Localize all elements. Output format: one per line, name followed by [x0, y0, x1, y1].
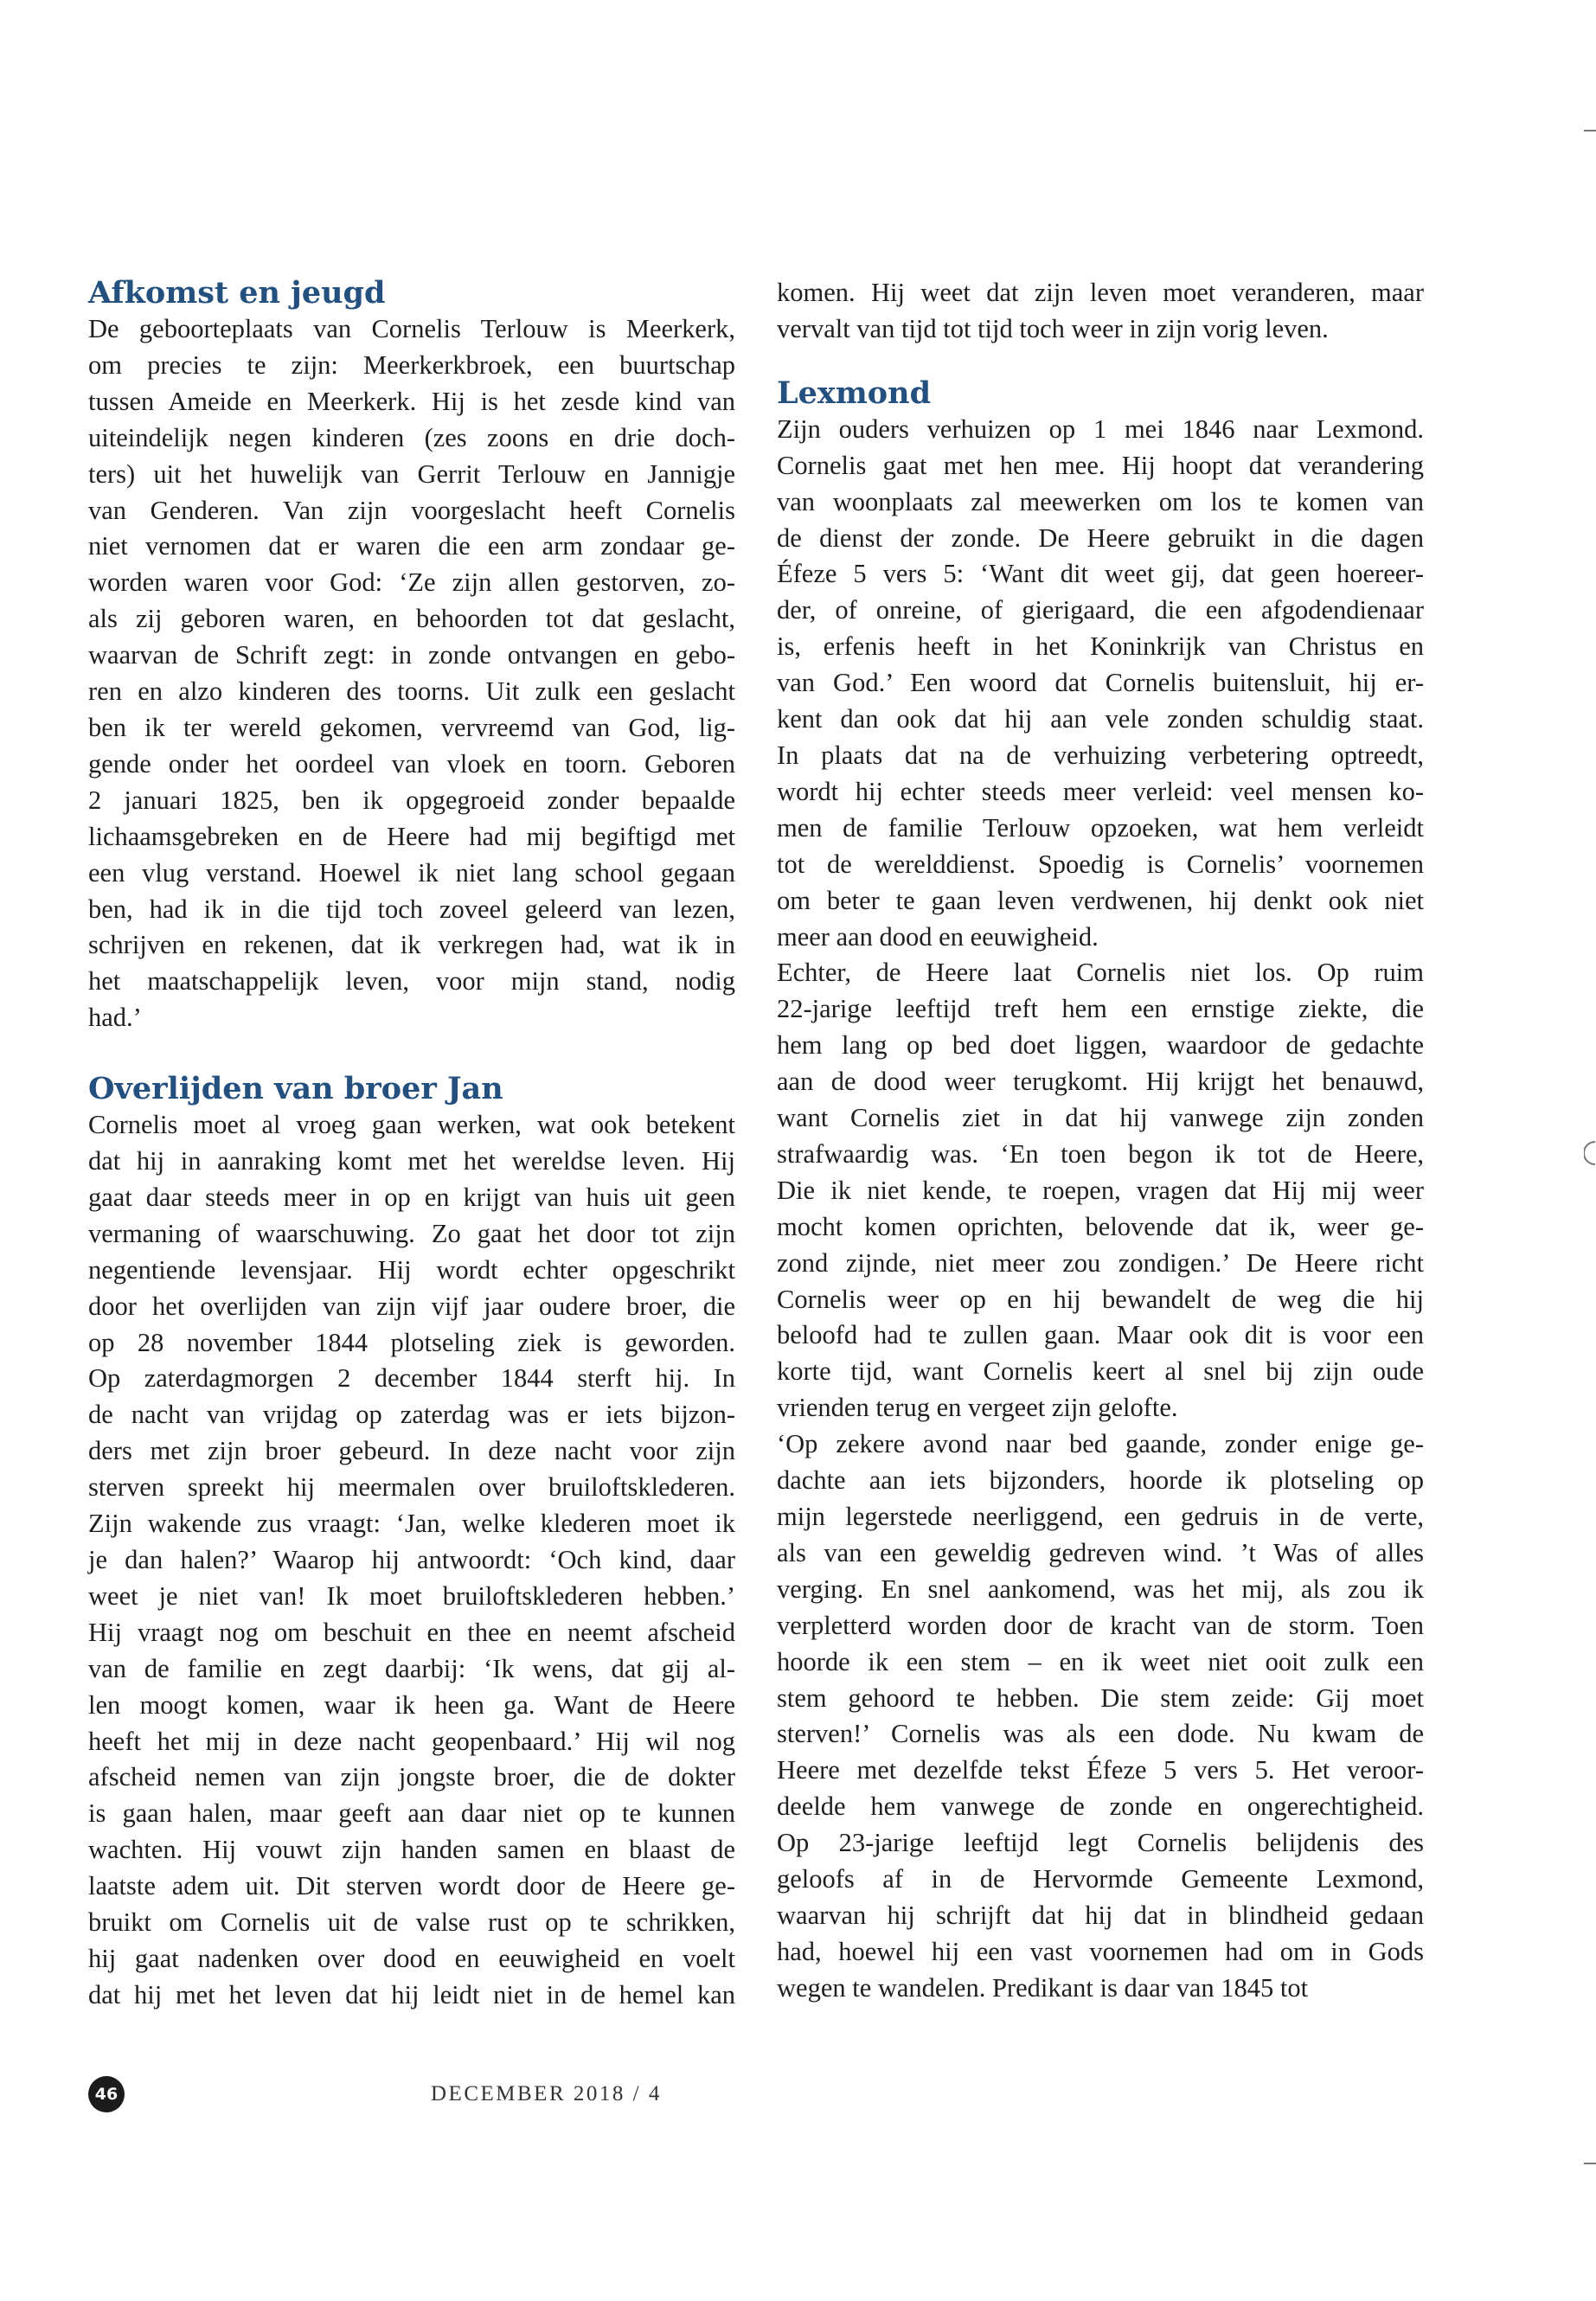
- text-line: als van een geweldig gedreven wind. ’t Was of alles: [777, 1537, 1424, 1567]
- text-line: door het overlijden van zijn vijf jaar oudere broer, die: [88, 1291, 735, 1321]
- text-line: hem lang op bed doet liggen, waardoor de gedachte: [777, 1030, 1424, 1061]
- right-column: [777, 275, 1424, 2007]
- text-line: Zijn wakende zus vraagt: ‘Jan, welke klederen moet ik: [88, 1509, 735, 1539]
- text-line: Cornelis gaat met hen mee. Hij hoopt dat verandering: [777, 450, 1424, 480]
- text-line: schrijven en rekenen, dat ik verkregen had, wat ik in: [88, 930, 735, 960]
- text-line: dat hij met het leven dat hij leidt niet in de hemel kan: [88, 1979, 735, 2009]
- text-line: sterven!’ Cornelis was als een dode. Nu kwam de: [777, 1719, 1424, 1749]
- crop-mark-top: [1584, 130, 1596, 131]
- text-line: der, of onreine, of gierigaard, die een afgodendienaar: [777, 595, 1424, 625]
- text-line: len moogt komen, waar ik heen ga. Want de Heere: [88, 1689, 735, 1720]
- text-line: Hij vraagt nog om beschuit en thee en neemt afscheid: [88, 1617, 735, 1647]
- text-line: om precies te zijn: Meerkerkbroek, een buurtschap: [88, 349, 735, 380]
- text-line: uiteindelijk negen kinderen (zes zoons en drie doch-: [88, 422, 735, 452]
- text-line: Die ik niet kende, te roepen, vragen dat Hij mij weer: [777, 1175, 1424, 1205]
- text-line: mocht komen oprichten, belovende dat ik, weer ge-: [777, 1211, 1424, 1241]
- text-line: had.’: [88, 1003, 142, 1033]
- text-line: Echter, de Heere laat Cornelis niet los. Op ruim: [777, 958, 1424, 988]
- text-line: de dienst der zonde. De Heere gebruikt in die dagen: [777, 522, 1424, 553]
- text-line: meer aan dood en eeuwigheid.: [777, 921, 1099, 952]
- crop-mark-bottom: [1584, 2163, 1596, 2164]
- text-line: deelde hem vanwege de zonde en ongerechtigheid.: [777, 1791, 1424, 1822]
- text-line: beloofd had te zullen gaan. Maar ook dit is voor een: [777, 1320, 1424, 1350]
- text-line: de nacht van vrijdag op zaterdag was er iets bijzon-: [88, 1400, 735, 1430]
- text-line: hij gaat nadenken over dood en eeuwigheid en voelt: [88, 1943, 735, 1973]
- text-line: ters) uit het huwelijk van Gerrit Terlouw en Jannigje: [88, 458, 735, 489]
- text-line: geloofs af in de Hervormde Gemeente Lexmond,: [777, 1864, 1424, 1894]
- registration-mark: [1584, 1140, 1596, 1166]
- text-line: Zijn ouders verhuizen op 1 mei 1846 naar Lexmond.: [777, 413, 1424, 444]
- text-line: niet vernomen dat er waren die een arm zondaar ge-: [88, 531, 735, 561]
- text-line: tot de werelddienst. Spoedig is Cornelis’ voornemen: [777, 849, 1424, 879]
- text-line: van woonplaats zal meewerken om los te komen van: [777, 486, 1424, 516]
- section-body-overlijden: [88, 1107, 735, 2014]
- text-line: waarvan hij schrijft dat hij dat in blindheid gedaan: [777, 1900, 1424, 1930]
- text-line: om beter te gaan leven verdwenen, hij denkt ook niet: [777, 885, 1424, 915]
- text-line: verpletterd worden door de kracht van de storm. Toen: [777, 1610, 1424, 1640]
- text-line: In plaats dat na de verhuizing verbetering optreedt,: [777, 740, 1424, 770]
- text-line: Cornelis weer op en hij bewandelt de weg die hij: [777, 1284, 1424, 1314]
- text-line: want Cornelis ziet in dat hij vanwege zijn zonden: [777, 1103, 1424, 1133]
- issue-footer: DECEMBER 2018 / 4: [431, 2082, 662, 2106]
- text-line: komen. Hij weet dat zijn leven moet veranderen, maar: [777, 278, 1424, 307]
- text-line: verging. En snel aankomend, was het mij, als zou ik: [777, 1574, 1424, 1604]
- text-line: dat hij in aanraking komt met het wereldse leven. Hij: [88, 1146, 735, 1176]
- section-heading-lexmond: Lexmond: [777, 375, 932, 411]
- text-line: negentiende levensjaar. Hij wordt echter opgeschrikt: [88, 1254, 735, 1285]
- text-line: wachten. Hij vouwt zijn handen samen en blaast de: [88, 1835, 735, 1865]
- text-line: ders met zijn broer gebeurd. In deze nacht voor zijn: [88, 1436, 735, 1466]
- text-line: kent dan ook dat hij aan vele zonden schuldig staat.: [777, 704, 1424, 734]
- text-line: 22-jarige leeftijd treft hem een ernstige ziekte, die: [777, 994, 1424, 1024]
- text-line: vervalt van tijd tot tijd toch weer in zijn vorig leven.: [777, 313, 1329, 343]
- text-line: bruikt om Cornelis uit de valse rust op te schrikken,: [88, 1907, 735, 1938]
- text-line: op 28 november 1844 plotseling ziek is geworden.: [88, 1327, 735, 1357]
- left-column: [88, 275, 735, 2014]
- text-line: laatste adem uit. Dit sterven wordt door de Heere ge-: [88, 1871, 735, 1901]
- text-line: lichaamsgebreken en de Heere had mij begiftigd met: [88, 821, 735, 851]
- text-line: zond zijnde, niet meer zou zondigen.’ De Heere richt: [777, 1247, 1424, 1278]
- text-line: als zij geboren waren, en behoorden tot dat geslacht,: [88, 604, 735, 634]
- text-line: vrienden terug en vergeet zijn gelofte.: [777, 1393, 1178, 1423]
- text-line: worden waren voor God: ‘Ze zijn allen gestorven, zo-: [88, 567, 735, 598]
- text-line: is, erfenis heeft in het Koninkrijk van Christus en: [777, 631, 1424, 662]
- text-line: Op zaterdagmorgen 2 december 1844 sterft hij. In: [88, 1363, 735, 1394]
- text-line: is gaan halen, maar geeft aan daar niet op te kunnen: [88, 1798, 735, 1829]
- text-line: je dan halen?’ Waarop hij antwoordt: ‘Och kind, daar: [88, 1545, 735, 1574]
- text-line: afscheid nemen van zijn jongste broer, die de dokter: [88, 1762, 735, 1792]
- section-heading-overlijden: Overlijden van broer Jan: [88, 1071, 503, 1107]
- text-line: het maatschappelijk leven, voor mijn stand, nodig: [88, 966, 735, 997]
- text-line: van God.’ Een woord dat Cornelis buitensluit, hij er-: [777, 668, 1424, 698]
- text-line: sterven spreekt hij meermalen over bruiloftsklederen.: [88, 1472, 735, 1503]
- text-line: een vlug verstand. Hoewel ik niet lang school gegaan: [88, 857, 735, 888]
- text-line: Op 23-jarige leeftijd legt Cornelis belijdenis des: [777, 1828, 1424, 1858]
- text-line: ben ik ter wereld gekomen, vervreemd van God, lig-: [88, 712, 735, 742]
- text-line: van Genderen. Van zijn voorgeslacht heeft Cornelis: [88, 495, 735, 525]
- text-line: ben, had ik in die tijd toch zoveel geleerd van lezen,: [88, 894, 735, 924]
- text-line: hoorde ik een stem – en ik weet niet ooit zulk een: [777, 1646, 1424, 1676]
- text-line: gende onder het oordeel van vloek en toorn. Geboren: [88, 748, 735, 779]
- text-line: 2 januari 1825, ben ik opgegroeid zonder bepaalde: [88, 785, 735, 815]
- text-line: van de familie en zegt daarbij: ‘Ik wens, dat gij al-: [88, 1653, 735, 1683]
- text-line: wegen te wandelen. Predikant is daar van 1845 tot: [777, 1972, 1309, 2003]
- text-line: Éfeze 5 vers 5: ‘Want dit weet gij, dat geen hoereer-: [777, 559, 1424, 589]
- section-heading-afkomst: Afkomst en jeugd: [88, 275, 386, 311]
- text-line: wordt hij echter steeds meer verleid: veel mensen ko-: [777, 776, 1424, 806]
- page-number-badge: 46: [88, 2076, 125, 2112]
- text-line: De geboorteplaats van Cornelis Terlouw is Meerkerk,: [88, 314, 735, 343]
- text-line: mijn legerstede neerliggend, een gedruis in de verte,: [777, 1502, 1424, 1531]
- text-line: Cornelis moet al vroeg gaan werken, wat ook betekent: [88, 1110, 735, 1140]
- text-line: heeft het mij in deze nacht geopenbaard.’ Hij wil nog: [88, 1726, 735, 1756]
- section-body-lexmond: [777, 412, 1424, 2007]
- continued-paragraph: [777, 275, 1424, 348]
- text-line: dachte aan iets bijzonders, hoorde ik plotseling op: [777, 1465, 1424, 1496]
- text-line: gaat daar steeds meer in op en krijgt van huis uit geen: [88, 1182, 735, 1212]
- text-line: tussen Ameide en Meerkerk. Hij is het zesde kind van: [88, 386, 735, 416]
- text-line: aan de dood weer terugkomt. Hij krijgt het benauwd,: [777, 1067, 1424, 1097]
- section-body-afkomst: [88, 311, 735, 1036]
- text-line: men de familie Terlouw opzoeken, wat hem verleidt: [777, 812, 1424, 843]
- text-line: ren en alzo kinderen des toorns. Uit zulk een geslacht: [88, 676, 735, 707]
- text-line: had, hoewel hij een vast voornemen had om in Gods: [777, 1936, 1424, 1966]
- text-line: weet je niet van! Ik moet bruiloftsklederen hebben.’: [88, 1580, 735, 1611]
- text-line: ‘Op zekere avond naar bed gaande, zonder enige ge-: [777, 1429, 1424, 1459]
- text-line: waarvan de Schrift zegt: in zonde ontvangen en gebo-: [88, 640, 735, 670]
- text-line: vermaning of waarschuwing. Zo gaat het door tot zijn: [88, 1218, 735, 1248]
- text-line: korte tijd, want Cornelis keert al snel bij zijn oude: [777, 1356, 1424, 1387]
- text-line: strafwaardig was. ‘En toen begon ik tot de Heere,: [777, 1138, 1424, 1169]
- text-line: Heere met dezelfde tekst Éfeze 5 vers 5. Het veroor-: [777, 1755, 1424, 1785]
- text-line: stem gehoord te hebben. Die stem zeide: Gij moet: [777, 1682, 1424, 1713]
